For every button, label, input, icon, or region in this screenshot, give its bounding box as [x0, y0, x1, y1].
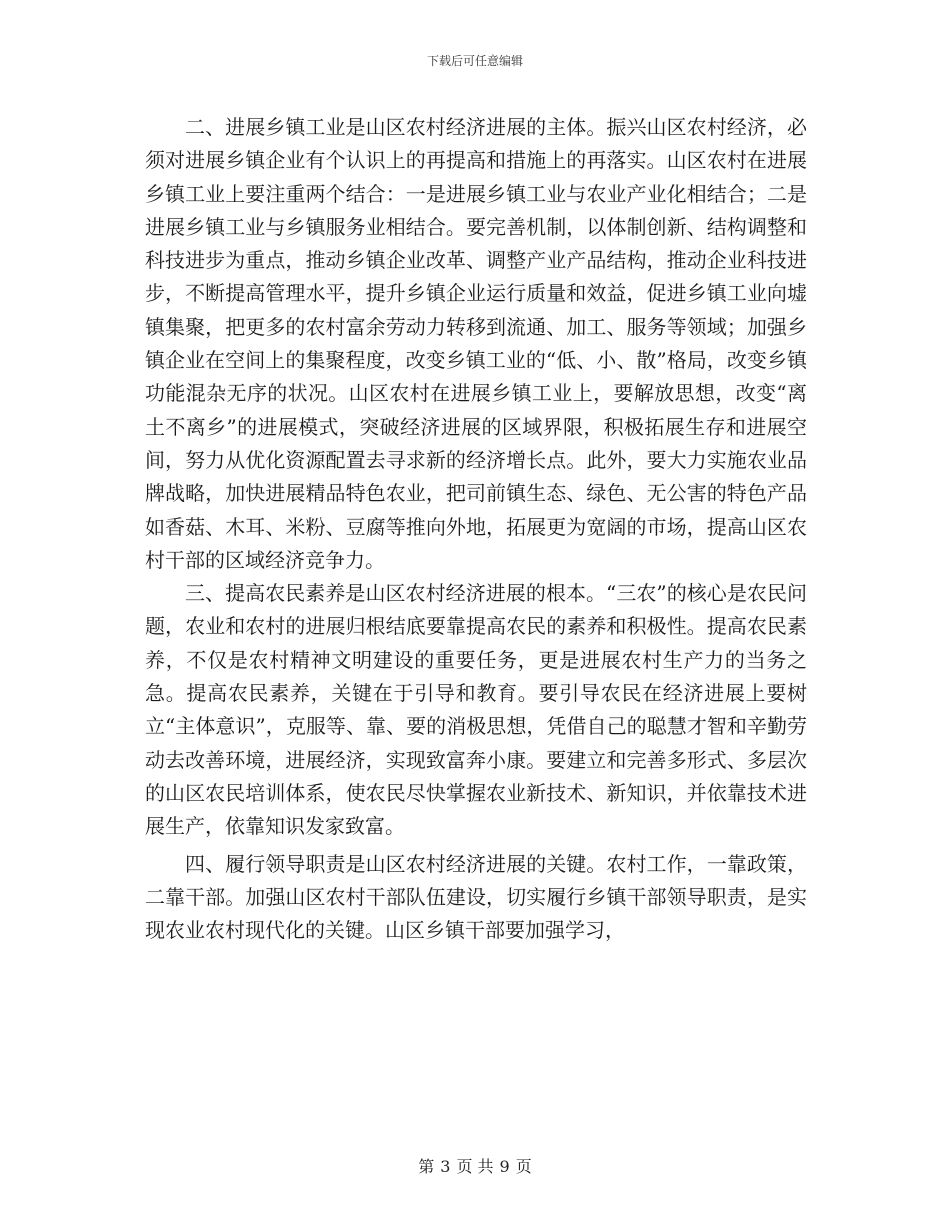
footer-prefix: 第 — [418, 1157, 435, 1176]
footer-total-pages: 9 — [499, 1157, 510, 1176]
paragraph-two: 二、进展乡镇工业是山区农村经济进展的主体。振兴山区农村经济，必须对进展乡镇企业有个认识上的再提高和措施上的再落实。山区农村在进展乡镇工业上要注重两个结合：一是进展乡镇工业与农业产业化相结合；二是进展乡镇工业与乡镇服务业相结合。要完善机制，以体制创新、结构调整和科技进步为重点，推动乡镇企业改革、调整产业产品结构，推动企业科技进步，不断提高管理水平，提升乡镇企业运行质量和效益，促进乡镇工业向墟镇集聚，把更多的农村富余劳动力转移到流通、加工、服务等领域；加强乡镇企业在空间上的集聚程度，改变乡镇工业的“低、小、散”格局，改变乡镇功能混杂无序的状况。山区农村在进展乡镇工业上，要解放思想，改变“离土不离乡”的进展模式，突破经济进展的区域界限，积极拓展生存和进展空间，努力从优化资源配置去寻求新的经济增长点。此外，要大力实施农业品牌战略，加快进展精品特色农业，把司前镇生态、绿色、无公害的特色产品如香菇、木耳、米粉、豆腐等推向外地，拓展更为宽阔的市场，提高山区农村干部的区域经济竞争力。 — [145, 115, 807, 572]
paragraph-four: 四、履行领导职责是山区农村经济进展的关键。农村工作，一靠政策，二靠干部。加强山区农村干部队伍建设，切实履行乡镇干部领导职责，是实现农业农村现代化的关键。山区乡镇干部要加强学习， — [145, 851, 807, 943]
paragraph-three: 三、提高农民素养是山区农村经济进展的根本。“三农”的核心是农民问题，农业和农村的进展归根结底要靠提高农民的素养和积极性。提高农民素养，不仅是农村精神文明建设的重要任务，更是进展农村生产力的当务之急。提高农民素养，关键在于引导和教育。要引导农民在经济进展上要树立“主体意识”，克服等、靠、要的消极思想，凭借自己的聪慧才智和辛勤劳动去改善环境，进展经济，实现致富奔小康。要建立和完善多形式、多层次的山区农民培训体系，使农民尽快掌握农业新技术、新知识，并依靠技术进展生产，依靠知识发家致富。 — [145, 581, 807, 839]
footer-suffix: 页 — [515, 1157, 532, 1176]
document-body — [145, 111, 807, 947]
footer-page-number: 3 — [440, 1157, 451, 1176]
footer-middle: 页 共 — [456, 1157, 494, 1176]
page-footer — [0, 1154, 950, 1177]
page-header-note: 下载后可任意编辑 — [426, 54, 523, 68]
